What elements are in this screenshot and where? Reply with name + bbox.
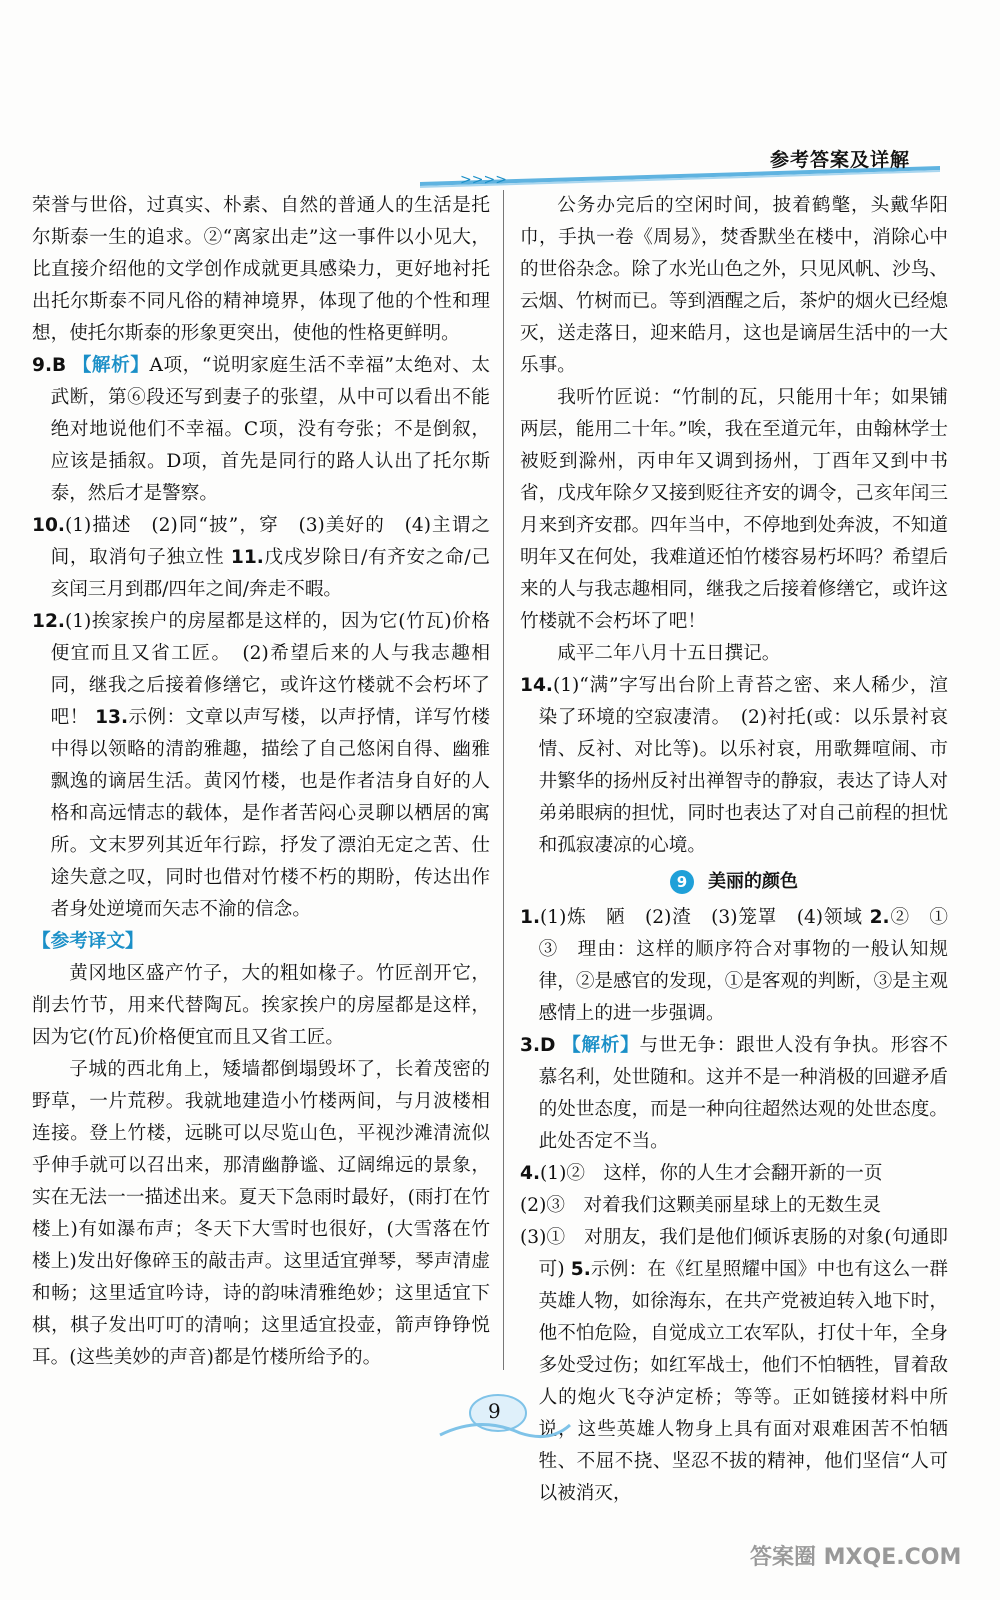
svg-text:>>>>: >>>> (460, 172, 507, 188)
answer-s4: 4.(1)② 这样，你的人生才会翻开新的一页 (520, 1163, 883, 1184)
answer-9: 9.B 【解析】A项，“说明家庭生活不幸福”太绝对、太武断，第⑥段还写到妻子的张望，从中可以看出不能绝对地说他们不幸福。C项，没有夸张；不是倒叙，应该是插叙。D项，首先是同行的路人认出了托尔斯泰，然后才是警察。 (32, 355, 490, 504)
translation-para-1: 黄冈地区盛产竹子，大的粗如椽子。竹匠剖开它，削去竹节，用来代替陶瓦。挨家挨户的房屋都是这样，因为它(竹瓦)价格便宜而且又省工匠。 (32, 963, 490, 1048)
analysis-tag: 【解析】 (562, 1035, 640, 1056)
answer-10-11: 10.(1)描述 (2)同“披”，穿 (3)美好的 (4)主谓之间，取消句子独立性 11.戊戌岁除日/有齐安之命/己亥闰三月到郡/四年之间/奔走不暇。 (32, 515, 490, 600)
answer-12-13: 12.(1)挨家挨户的房屋都是这样的，因为它(竹瓦)价格便宜而且又省工匠。 (2)希望后来的人与我志趣相同，继我之后接着修缮它，或许这竹楼就不会朽坏了吧！ 13.示例：文章以声写楼，以声抒情，详写竹楼中得以领略的清韵雅趣，描绘了自己悠闲自得、幽雅飘逸的谪居生活。黄冈竹楼，也是作者洁身自好的人格和高远情志的载体，是作者苦闷心灵聊以栖居的寓所。文末罗列其近年行踪，抒发了漂泊无定之苦、仕途失意之叹，同时也借对竹楼不朽的期盼，传达出作者身处逆境而矢志不渝的信念。 (32, 611, 490, 920)
column-divider (503, 190, 504, 1370)
section-number-badge: 9 (670, 870, 694, 894)
watermark: 答案圈 MXQE.COM (750, 1545, 962, 1570)
answer-s1-s2: 1.(1)炼 陋 (2)渣 (3)笼罩 (4)领域 2.② ① ③ 理由：这样的顺序符合对事物的一般认知规律，②是感官的发现，①是客观的判断，③是主观感情上的进一步强调。 (520, 907, 967, 1024)
translation-para-4: 我听竹匠说：“竹制的瓦，只能用十年；如果铺两层，能用二十年。”唉，我在至道元年，由翰林学士被贬到滁州，丙申年又调到扬州，丁酉年又到中书省，戊戌年除夕又接到贬往齐安的调令，己亥年闰三月来到齐安郡。四年当中，不停地到处奔波，不知道明年又在何处，我难道还怕竹楼容易朽坏吗？希望后来的人与我志趣相同，继我之后接着修缮它，或许这竹楼就不会朽坏了吧！ (520, 387, 948, 632)
answer-8-continued: 荣誉与世俗，过真实、朴素、自然的普通人的生活是托尔斯泰一生的追求。②“离家出走”这一事件以小见大，比直接介绍他的文学创作成就更具感染力，更好地衬托出托尔斯泰不同凡俗的精神境界，体现了他的个性和理想，使托尔斯泰的形象更突出，使他的性格更鲜明。 (32, 195, 490, 344)
translation-para-2: 子城的西北角上，矮墙都倒塌毁坏了，长着茂密的野草，一片荒秽。我就地建造小竹楼两间，与月波楼相连接。登上竹楼，远眺可以尽览山色，平视沙滩清流似乎伸手就可以召出来，那清幽静谧、辽阔绵远的景象，实在无法一一描述出来。夏天下急雨时最好，(雨打在竹楼上)有如瀑布声；冬天下大雪时也很好，(大雪落在竹楼上)发出好像碎玉的敲击声。这里适宜弹琴，琴声清虚和畅；这里适宜吟诗，诗的韵味清雅绝妙；这里适宜下棋，棋子发出叮叮的清响；这里适宜投壶，箭声铮铮悦耳。(这些美妙的声音)都是竹楼所给予的。 (32, 1059, 490, 1368)
section-title: 美丽的颜色 (708, 871, 798, 892)
translation-para-5: 咸平二年八月十五日撰记。 (557, 643, 781, 664)
answer-s4-line2: (2)③ 对着我们这颗美丽星球上的无数生灵 (520, 1195, 882, 1216)
translation-heading: 【参考译文】 (32, 931, 144, 952)
right-column (520, 190, 967, 1510)
answer-s3: 3.D 【解析】与世无争：跟世人没有争执。形容不慕名利，处世随和。这并不是一种消极的回避矛盾的处世态度，而是一种向往超然达观的处世态度。此处否定不当。 (520, 1035, 948, 1152)
answer-s4-line3-s5: (3)① 对朋友，我们是他们倾诉衷肠的对象(句通即可) 5.示例：在《红星照耀中国》中也有这么一群英雄人物，如徐海东，在共产党被迫转入地下时，他不怕危险，自觉成立工农军队，打仗十年，全身多处受过伤；如红军战士，他们不怕牺牲，冒着敌人的炮火飞夺泸定桥；等等。正如链接材料中所说，这些英雄人物身上具有面对艰难困苦不怕牺牲、不屈不挠、坚忍不拔的精神，他们坚信“人可以被消灭， (520, 1227, 948, 1504)
header-title: 参考答案及详解 (769, 149, 910, 171)
left-column (32, 190, 490, 1374)
page-number-ornament (420, 1385, 580, 1445)
section-heading (520, 866, 948, 898)
analysis-tag: 【解析】 (72, 355, 150, 376)
page-number: 9 (488, 1399, 501, 1423)
answer-14: 14.(1)“满”字写出台阶上青苔之密、来人稀少，渲染了环境的空寂凄清。 (2)衬托(或：以乐景衬哀情、反衬、对比等)。以乐衬哀，用歌舞喧闹、市井繁华的扬州反衬出禅智寺的静寂，表达了诗人对弟弟眼病的担忧，同时也表达了对自己前程的担忧和孤寂凄凉的心境。 (520, 675, 948, 856)
translation-para-3: 公务办完后的空闲时间，披着鹤氅，头戴华阳巾，手执一卷《周易》，焚香默坐在楼中，消除心中的世俗杂念。除了水光山色之外，只见风帆、沙鸟、云烟、竹树而已。等到酒醒之后，茶炉的烟火已经熄灭，送走落日，迎来皓月，这也是谪居生活中的一大乐事。 (520, 195, 948, 376)
